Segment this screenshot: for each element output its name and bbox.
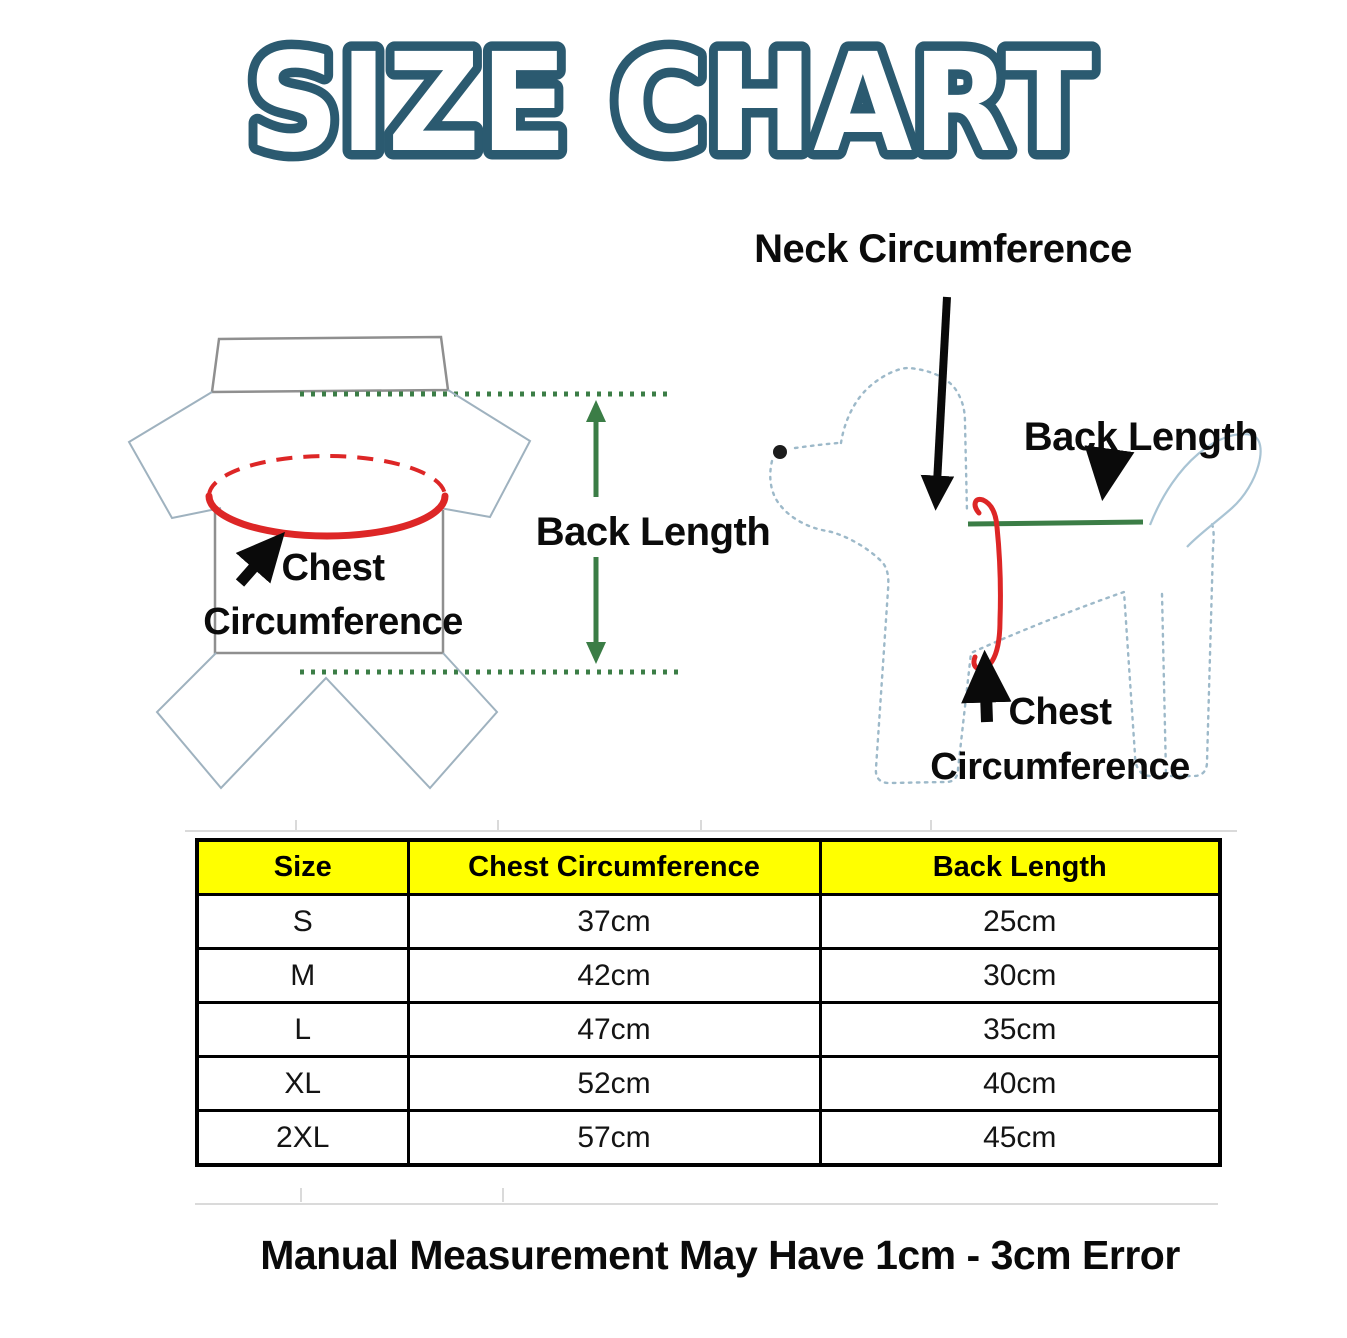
label-chest-circumference-dog — [890, 685, 1230, 795]
dog-nose-dot — [773, 445, 787, 459]
label-chest-garment-line1: Chest — [281, 547, 385, 589]
neck-arrow-dog — [936, 297, 947, 502]
measurement-error-note: Manual Measurement May Have 1cm - 3cm Error — [260, 1232, 1180, 1278]
gridline-remnant — [502, 1188, 504, 1202]
label-back-length-garment: Back Length — [535, 510, 771, 554]
table-row — [197, 895, 1220, 949]
size-value: S — [197, 895, 408, 949]
label-chest-dog-line1: Chest — [1008, 691, 1112, 733]
garment-right-sleeve — [440, 390, 530, 517]
gridline-remnant — [195, 1203, 1218, 1205]
column-header-size: Size — [197, 840, 408, 895]
gridline-remnant — [185, 830, 1237, 832]
label-chest-circumference-garment — [160, 541, 506, 649]
garment-collar — [212, 337, 448, 392]
label-neck-circumference: Neck Circumference — [754, 227, 1132, 271]
chest-value: 42cm — [408, 949, 820, 1003]
chest-circumference-ellipse-solid — [209, 496, 445, 536]
gridline-remnant — [930, 820, 932, 831]
chest-value: 57cm — [408, 1111, 820, 1166]
chest-value: 52cm — [408, 1057, 820, 1111]
chest-circumference-ellipse-dashed — [209, 456, 445, 496]
size-table — [195, 838, 1222, 1167]
size-value: M — [197, 949, 408, 1003]
gridline-remnant — [700, 820, 702, 831]
chest-value: 37cm — [408, 895, 820, 949]
table-row — [197, 949, 1220, 1003]
gridline-remnant — [300, 1188, 302, 1202]
label-chest-dog-line2: Circumference — [930, 746, 1190, 788]
table-row — [197, 1003, 1220, 1057]
page-title: SIZE CHART — [247, 25, 1093, 183]
table-row — [197, 1057, 1220, 1111]
back-value: 40cm — [820, 1057, 1220, 1111]
size-value: XL — [197, 1057, 408, 1111]
back-value: 35cm — [820, 1003, 1220, 1057]
chest-value: 47cm — [408, 1003, 820, 1057]
back-value: 30cm — [820, 949, 1220, 1003]
size-value: 2XL — [197, 1111, 408, 1166]
gridline-remnant — [295, 820, 297, 831]
gridline-remnant — [497, 820, 499, 831]
back-value: 25cm — [820, 895, 1220, 949]
back-value: 45cm — [820, 1111, 1220, 1166]
label-chest-garment-line2: Circumference — [203, 601, 463, 643]
size-table-header-row — [197, 840, 1220, 895]
size-value: L — [197, 1003, 408, 1057]
column-header-chest-circumference: Chest Circumference — [408, 840, 820, 895]
table-row — [197, 1111, 1220, 1166]
label-back-length-dog: Back Length — [1023, 415, 1259, 459]
column-header-back-length: Back Length — [820, 840, 1220, 895]
